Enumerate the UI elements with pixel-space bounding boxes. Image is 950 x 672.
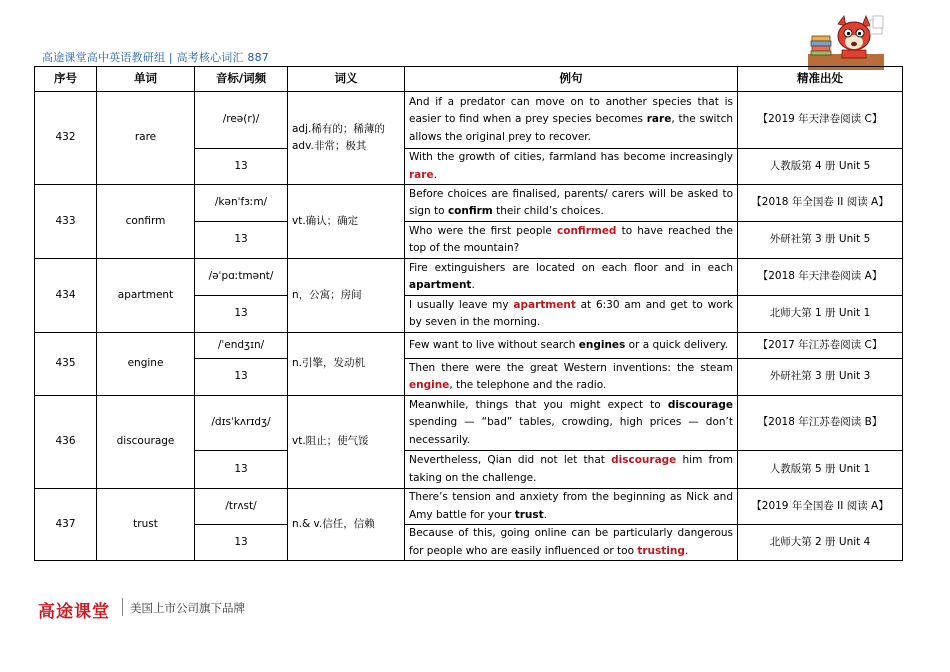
entry-source: 北师大第 1 册 Unit 1: [738, 296, 903, 333]
entry-source: 北师大第 2 册 Unit 4: [738, 525, 903, 561]
entry-source: 【2018 年全国卷 II 阅读 A】: [738, 185, 903, 222]
table-row: [35, 396, 903, 451]
example-keyword: confirm: [447, 205, 493, 217]
entry-frequency: 13: [195, 222, 288, 259]
example-text: .: [543, 508, 548, 521]
example-text: at 6:30 am and get to work by seven in the morning.: [409, 298, 733, 328]
entry-source: 【2019 年全国卷 II 阅读 A】: [738, 489, 903, 525]
entry-meaning: n.引擎，发动机: [288, 333, 405, 396]
example-text: Because of this, going online can be particularly dangerous for people who are easily influenced or too: [409, 527, 733, 557]
example-text: I usually leave my: [409, 298, 514, 311]
example-sentence: [405, 451, 738, 489]
entry-number: 436: [35, 396, 97, 489]
entry-frequency: 13: [195, 149, 288, 185]
example-sentence: [405, 525, 738, 561]
entry-meaning: vt.阻止；使气馁: [288, 396, 405, 489]
mascot-icon: [808, 14, 884, 70]
entry-phonetic: /əˈpɑːtmənt/: [195, 259, 288, 296]
header-phonetic-freq: 音标/词频: [195, 67, 288, 92]
example-keyword: discourage: [611, 454, 677, 466]
example-keyword: apartment: [513, 298, 576, 311]
entry-phonetic: /kənˈfɜːm/: [195, 185, 288, 222]
example-text: spending — “bad” tables, crowding, high prices — don’t necessarily.: [409, 416, 733, 446]
example-text: their child’s choices.: [492, 205, 604, 217]
entry-source: 【2018 年江苏卷阅读 B】: [738, 396, 903, 451]
header-source: 精准出处: [738, 67, 903, 92]
vocabulary-table: [34, 66, 903, 561]
example-keyword: rare: [409, 168, 434, 181]
entry-number: 437: [35, 489, 97, 561]
example-sentence: [405, 149, 738, 185]
example-text: There’s tension and anxiety from the beginning as Nick and Amy battle for your: [409, 491, 733, 521]
example-sentence: [405, 359, 738, 396]
table-row: [35, 92, 903, 149]
example-text: Fire extinguishers are located on each floor and in each: [409, 261, 733, 274]
header-word: 单词: [97, 67, 195, 92]
brand-tagline: 美国上市公司旗下品牌: [130, 601, 245, 615]
entry-phonetic: /trʌst/: [195, 489, 288, 525]
entry-frequency: 13: [195, 359, 288, 396]
example-sentence: [405, 296, 738, 333]
entry-meaning: vt.确认；确定: [288, 185, 405, 259]
example-text: .: [433, 168, 437, 181]
example-text: Who were the first people: [409, 224, 557, 237]
header-no: 序号: [35, 67, 97, 92]
brand-logo: 高途课堂: [38, 602, 110, 622]
entry-number: 434: [35, 259, 97, 333]
example-sentence: [405, 185, 738, 222]
entry-source: 【2017 年江苏卷阅读 C】: [738, 333, 903, 359]
entry-meaning: n.& v.信任，信赖: [288, 489, 405, 561]
entry-word: trust: [97, 489, 195, 561]
example-keyword: engines: [578, 338, 626, 351]
table-row: [35, 259, 903, 296]
entry-word: engine: [97, 333, 195, 396]
example-keyword: confirmed: [557, 224, 617, 237]
example-text: to have reached the top of the mountain?: [409, 224, 733, 254]
example-text: And if a predator can move on to another species that is easier to find when a prey species becomes: [409, 95, 733, 126]
example-text: Meanwhile, things that you might expect to: [409, 398, 668, 411]
entry-source: 人教版第 5 册 Unit 1: [738, 451, 903, 489]
entry-source: 人教版第 4 册 Unit 5: [738, 149, 903, 185]
example-text: Nevertheless, Qian did not let that: [409, 454, 612, 466]
entry-phonetic: /reə(r)/: [195, 92, 288, 149]
entry-source: 外研社第 3 册 Unit 5: [738, 222, 903, 259]
entry-meaning: n，公寓；房间: [288, 259, 405, 333]
entry-word: confirm: [97, 185, 195, 259]
footer-divider: [122, 598, 123, 616]
entry-word: discourage: [97, 396, 195, 489]
entry-source: 外研社第 3 册 Unit 3: [738, 359, 903, 396]
entry-number: 432: [35, 92, 97, 185]
table-row: [35, 333, 903, 359]
example-sentence: [405, 489, 738, 525]
entry-phonetic: /dɪsˈkʌrɪdʒ/: [195, 396, 288, 451]
example-keyword: rare: [646, 113, 672, 126]
example-keyword: engine: [409, 379, 450, 391]
example-text: or a quick delivery.: [625, 338, 728, 351]
example-text: .: [471, 279, 475, 291]
entry-word: apartment: [97, 259, 195, 333]
example-text: him from taking on the challenge.: [409, 454, 733, 484]
entry-source: 【2018 年天津卷阅读 A】: [738, 259, 903, 296]
table-header-row: [35, 67, 903, 92]
example-sentence: [405, 259, 738, 296]
example-text: .: [684, 544, 689, 557]
entry-number: 435: [35, 333, 97, 396]
entry-meaning: adj.稀有的；稀薄的 adv.非常；极其: [288, 92, 405, 185]
entry-source: 【2019 年天津卷阅读 C】: [738, 92, 903, 149]
example-keyword: trusting: [637, 544, 685, 557]
example-keyword: discourage: [667, 398, 733, 411]
entry-word: rare: [97, 92, 195, 185]
example-sentence: [405, 222, 738, 259]
example-keyword: trust: [514, 508, 544, 521]
example-text: , the switch allows the original prey to recover.: [409, 113, 733, 143]
entry-number: 433: [35, 185, 97, 259]
table-row: [35, 489, 903, 525]
example-sentence: [405, 92, 738, 149]
header-example: 例句: [405, 67, 738, 92]
entry-frequency: 13: [195, 451, 288, 489]
example-text: Before choices are finalised, parents/ carers will be asked to sign to: [409, 187, 733, 217]
example-text: With the growth of cities, farmland has become increasingly: [409, 151, 733, 163]
table-row: [35, 185, 903, 222]
example-text: Few want to live without search: [409, 338, 579, 351]
example-text: Then there were the great Western inventions: the steam: [409, 361, 733, 374]
example-text: , the telephone and the radio.: [449, 379, 607, 391]
entry-phonetic: /ˈendʒɪn/: [195, 333, 288, 359]
example-sentence: [405, 396, 738, 451]
entry-frequency: 13: [195, 525, 288, 561]
entry-frequency: 13: [195, 296, 288, 333]
page-header: 高途课堂高中英语教研组 | 高考核心词汇 887: [42, 51, 269, 64]
header-meaning: 词义: [288, 67, 405, 92]
example-keyword: apartment: [409, 279, 472, 291]
example-sentence: [405, 333, 738, 359]
